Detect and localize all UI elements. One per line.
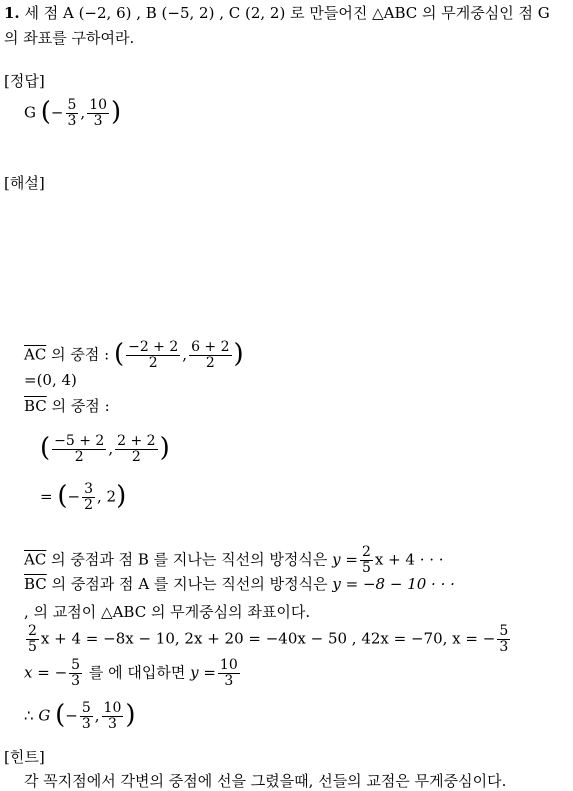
substitute-line: x = − $\frac{5}{3}$ 를 에 대입하면 y = $\frac{10}{3}$	[24, 657, 238, 689]
ac-y-fraction: $\frac{6 + 2}{2}$	[191, 339, 230, 371]
line-bc-equation: $\overline{BC}$ 의 중점과 점 A 를 지나는 직선의 방정식은 y = −8 − 10 · · ·	[24, 575, 455, 593]
line-ac-equation: $\overline{AC}$ 의 중점과 점 B 를 지나는 직선의 방정식은 y = $\frac{2}{5}$ x + 4 · · ·	[24, 544, 444, 576]
sub-fraction: $\frac{5}{3}$	[71, 657, 81, 689]
bc-mid-text: 의 중점 :	[51, 397, 110, 415]
ac-midpoint-line: $\overline{AC}$ 의 중점 : ( $\frac{-2 + 2}{2}$ , $\frac{6 + 2}{2}$ )	[24, 338, 244, 371]
bc-x-fraction: $\frac{-5 + 2}{2}$	[54, 433, 105, 465]
bc-result-fraction: $\frac{3}{2}$	[84, 481, 94, 513]
solve-fraction: $\frac{2}{5}$	[28, 623, 37, 655]
answer-formula	[24, 98, 121, 129]
problem-line-2	[4, 29, 134, 47]
solve-line: $\frac{2}{5}$ x + 4 = −8x − 10, 2x + 20 = −40x − 50 , 42x = −70, x = − $\frac{5}{3}$	[28, 623, 509, 655]
line-ac-slope: $\frac{2}{5}$	[361, 544, 371, 576]
final-answer-line: ∴ G (− $\frac{5}{3}$ , $\frac{10}{3}$ )	[24, 699, 136, 732]
explanation-header: [해설]	[4, 174, 45, 192]
ac-result: =(0, 4)	[24, 371, 77, 389]
answer-minus: −	[50, 103, 64, 122]
answer-point: G	[24, 103, 36, 122]
hint-text: 각 꼭지점에서 각변의 중점에 선을 그렸을때, 선들의 교점은 무게중심이다.	[24, 772, 507, 790]
problem-number: 1.	[4, 4, 20, 22]
answer-header: [정답]	[4, 72, 45, 90]
final-y-fraction: $\frac{10}{3}$	[103, 700, 122, 732]
bc-y-fraction: $\frac{2 + 2}{2}$	[117, 433, 156, 465]
ac-segment-label: $\overline{AC}$	[24, 345, 47, 364]
bc-midpoint-fraction: ( $\frac{-5 + 2}{2}$ , $\frac{2 + 2}{2}$ )	[40, 432, 170, 465]
bc-segment-label-2: $\overline{BC}$	[24, 575, 47, 593]
ac-x-fraction: $\frac{-2 + 2}{2}$	[128, 339, 179, 371]
problem-text-2: 의 좌표를 구하여라.	[4, 29, 135, 47]
answer-x-fraction: $\frac{5}{3}$	[67, 97, 77, 129]
bc-midpoint-result: = (− $\frac{3}{2}$ , 2)	[40, 480, 127, 513]
intersection-text: , 의 교점이 △ABC 의 무게중심의 좌표이다.	[24, 603, 311, 621]
problem-text-1: 세 점 A (−2, 6) , B (−5, 2) , C (2, 2) 로 만들어진 △ABC 의 무게중심인 점 G	[24, 4, 550, 22]
ac-segment-label-2: $\overline{AC}$	[24, 550, 47, 569]
bc-midpoint-line	[24, 397, 110, 415]
answer-y-fraction: $\frac{10}{3}$	[89, 97, 108, 129]
answer-comma: ,	[80, 103, 86, 122]
hint-header: [힌트]	[4, 748, 45, 766]
solve-end-fraction: $\frac{5}{3}$	[499, 623, 509, 655]
paren-close: )	[111, 96, 122, 127]
ac-mid-text: 의 중점 :	[51, 345, 110, 364]
problem-line-1	[4, 4, 550, 22]
sub-y-fraction: $\frac{10}{3}$	[219, 657, 238, 689]
bc-segment-label: $\overline{BC}$	[24, 397, 47, 415]
final-x-fraction: $\frac{5}{3}$	[81, 700, 91, 732]
paren-open: (	[40, 96, 51, 127]
therefore-symbol: ∴	[24, 706, 34, 725]
